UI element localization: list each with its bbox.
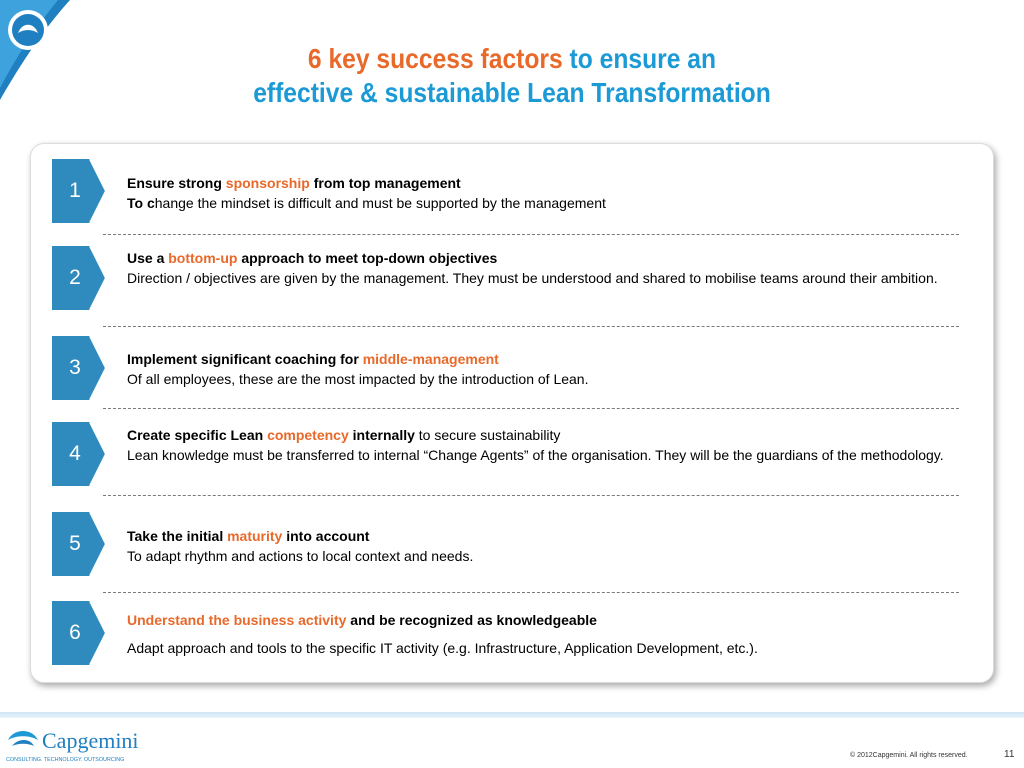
factor-description: Direction / objectives are given by the management. They must be understood and shared to mobilise teams around their ambition. [127,270,938,286]
factor-item-4 [127,425,972,465]
factor-badge-6 [52,601,108,665]
factor-heading: Implement significant coaching for middle-management [127,351,499,367]
factor-badge-1 [52,159,108,223]
factor-description: To adapt rhythm and actions to local context and needs. [127,548,474,564]
factor-number: 3 [69,356,81,379]
corner-emblem [0,0,70,105]
divider [103,408,959,409]
factor-item-1 [127,173,972,213]
content-panel [30,143,994,683]
title-line2: effective & sustainable Lean Transformation [253,77,771,108]
factor-description: Adapt approach and tools to the specific IT activity (e.g. Infrastructure, Application Development, etc.). [127,640,758,656]
title-line1-rest: to ensure an [562,43,717,74]
factor-heading: Ensure strong sponsorship from top management [127,175,461,191]
factor-heading: Create specific Lean competency internally to secure sustainability [127,427,561,443]
footer-bar [0,712,1024,718]
factor-item-3 [127,349,972,389]
factor-heading: Use a bottom-up approach to meet top-down objectives [127,250,498,266]
divider [103,326,959,327]
copyright: © 2012Capgemini. All rights reserved. [850,752,968,759]
factor-description: To change the mindset is difficult and must be supported by the management [127,195,606,211]
factor-badge-5 [52,512,108,576]
factor-item-6 [127,610,972,658]
divider [103,592,959,593]
factor-number: 5 [69,532,81,555]
logo-text: Capgemini [42,728,139,753]
slide-title [61,42,962,110]
factor-badge-2 [52,246,108,310]
factor-number: 4 [69,442,81,465]
factor-description: Lean knowledge must be transferred to internal “Change Agents” of the organisation. They will be the guardians of the methodology. [127,447,944,463]
divider [103,234,959,235]
factor-badge-3 [52,336,108,400]
factor-item-2 [127,248,972,288]
capgemini-logo [4,724,156,764]
factor-badge-4 [52,422,108,486]
page-number: 11 [1004,749,1015,760]
factor-number: 2 [69,266,81,289]
logo-tagline: CONSULTING. TECHNOLOGY. OUTSOURCING [6,757,125,763]
factor-number: 1 [69,179,81,202]
factor-item-5 [127,526,972,566]
divider [103,495,959,496]
title-accent: 6 key success factors [307,43,563,74]
factor-number: 6 [69,621,81,644]
factor-heading: Take the initial maturity into account [127,528,370,544]
factor-heading: Understand the business activity and be recognized as knowledgeable [127,612,597,628]
factor-description: Of all employees, these are the most impacted by the introduction of Lean. [127,371,589,387]
